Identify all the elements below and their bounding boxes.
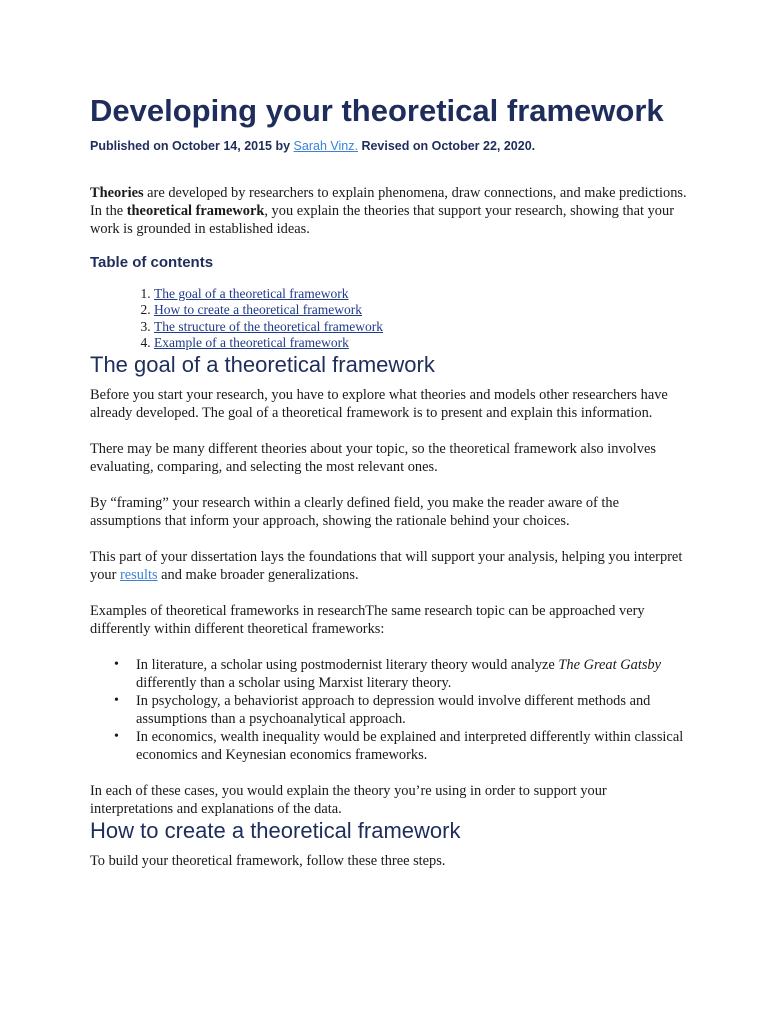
toc-item (154, 335, 690, 351)
paragraph: In each of these cases, you would explain the theory you’re using in order to support your interpretations and explanations of the data. (90, 782, 607, 817)
bullet-icon: • (114, 692, 119, 708)
bullet-icon: • (114, 728, 119, 744)
bullet-icon: • (114, 656, 119, 672)
toc-link-create[interactable]: How to create a theoretical framework (154, 302, 363, 318)
list-item: • In psychology, a behaviorist approach to depression would involve different methods and assumptions than a psychoanalytical approach. (114, 692, 651, 727)
examples-list (90, 656, 690, 764)
page-title: Developing your theoretical framework (90, 93, 664, 128)
toc-link-example[interactable]: Example of a theoretical framework (154, 335, 349, 351)
author-link[interactable]: Sarah Vinz. (293, 139, 358, 153)
theories-term: Theories (90, 185, 144, 201)
list-item: • In economics, wealth inequality would be explained and interpreted differently within classical economics and Keynesian economics frameworks. (114, 728, 684, 763)
book-title: The Great Gatsby (558, 656, 661, 673)
toc-item (154, 286, 690, 302)
toc-item (154, 302, 690, 318)
intro-paragraph: Theories are developed by researchers to explain phenomena, draw connections, and make predictions. In the theoretical framework, you explain the theories that support your research, showing that your work is grounded in established ideas. (90, 185, 687, 237)
paragraph: There may be many different theories about your topic, so the theoretical framework also involves evaluating, comparing, and selecting the most relevant ones. (90, 440, 656, 475)
revised-date: Revised on October 22, 2020. (361, 139, 536, 153)
framework-term: theoretical framework (126, 203, 265, 219)
paragraph: Examples of theoretical frameworks in researchThe same research topic can be approached very differently within different theoretical frameworks: (90, 602, 645, 637)
article-content (90, 92, 690, 870)
paragraph: By “framing” your research within a clearly defined field, you make the reader aware of the assumptions that inform your approach, showing the rationale behind your choices. (90, 494, 620, 529)
section-heading-goal: The goal of a theoretical framework (90, 351, 435, 377)
results-link[interactable]: results (119, 566, 158, 583)
paragraph: This part of your dissertation lays the foundations that will support your analysis, helping you interpret your results and make broader generalizations. (90, 548, 683, 583)
toc-heading: Table of contents (90, 254, 214, 271)
table-of-contents (90, 286, 690, 352)
published-date: Published on October 14, 2015 by (90, 139, 291, 153)
toc-link-goal[interactable]: The goal of a theoretical framework (154, 286, 349, 301)
paragraph: Before you start your research, you have to explore what theories and models other researchers have already developed. The goal of a theoretical framework is to present and explain this information. (90, 386, 668, 421)
paragraph: To build your theoretical framework, follow these three steps. (90, 852, 446, 869)
list-item: • In literature, a scholar using postmodernist literary theory would analyze The Great Gatsby differently than a scholar using Marxist literary theory. (114, 656, 661, 691)
section-heading-create: How to create a theoretical framework (90, 817, 461, 843)
toc-item (154, 319, 690, 335)
publication-meta (90, 138, 690, 154)
toc-link-structure[interactable]: The structure of the theoretical framework (154, 318, 384, 334)
